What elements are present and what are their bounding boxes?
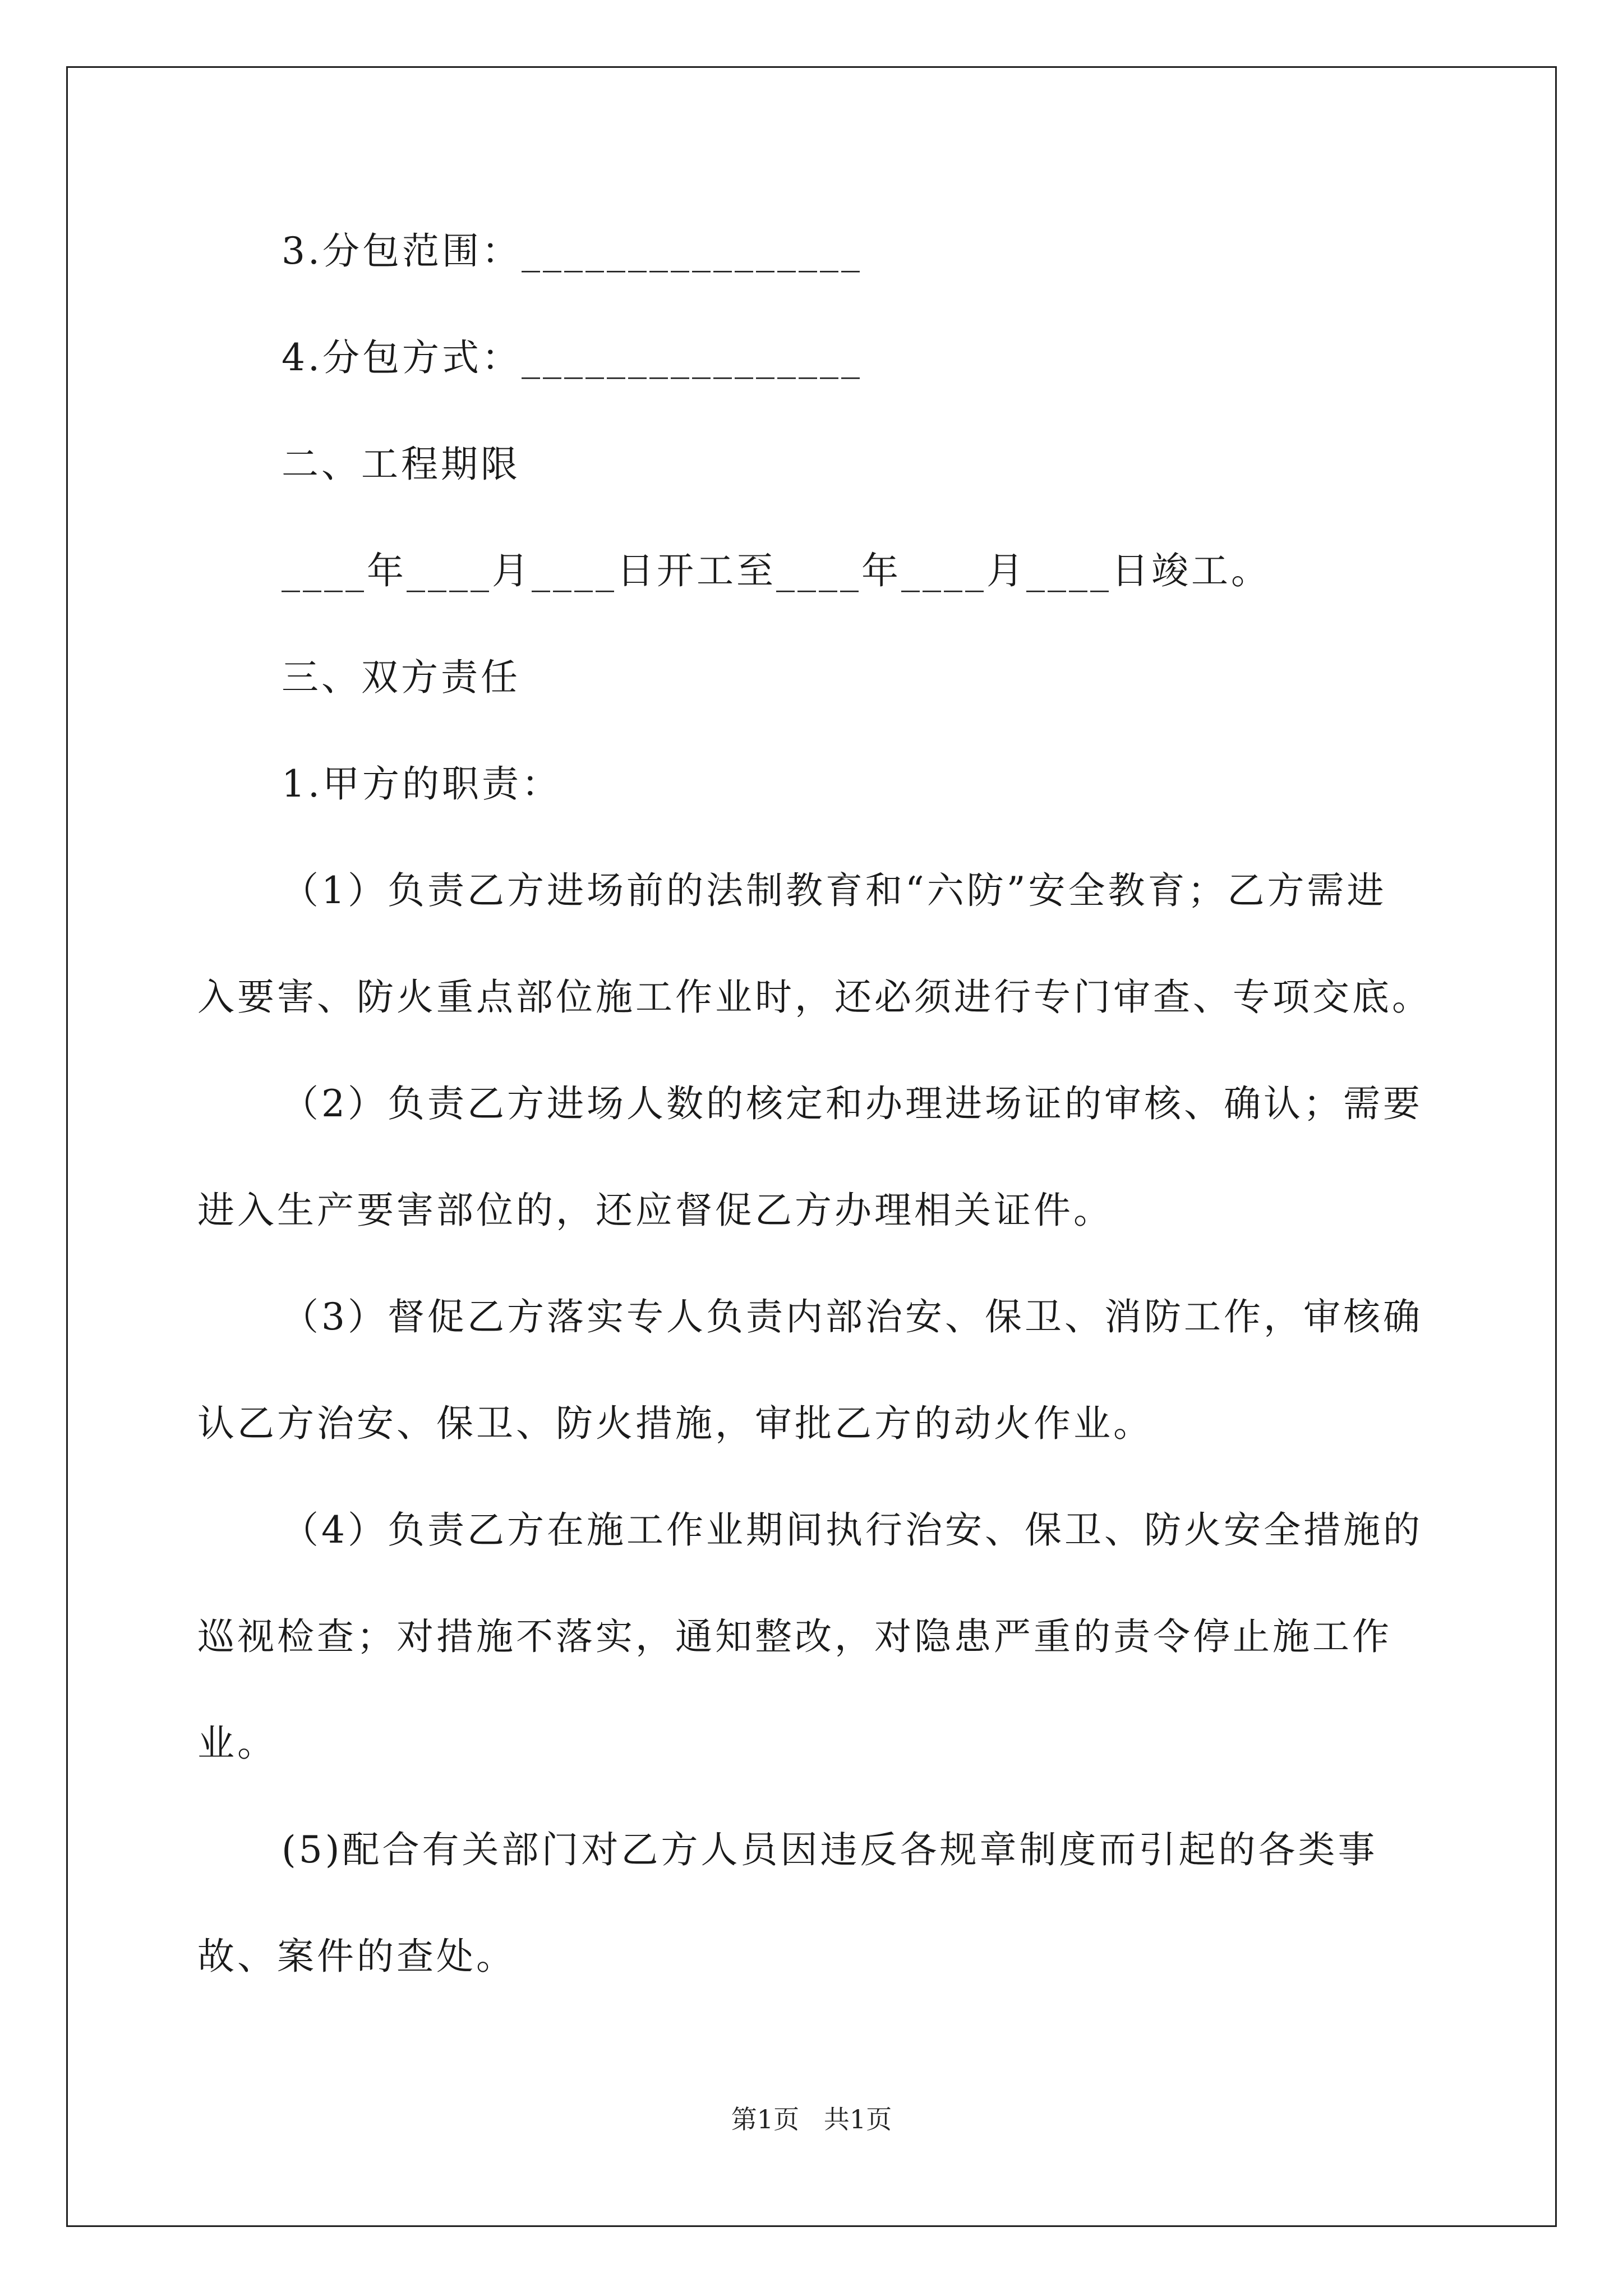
item-3-line-2: 认乙方治安、保卫、防火措施，审批乙方的动火作业。 xyxy=(197,1402,1153,1445)
item-4-line-1: （4）负责乙方在施工作业期间执行治安、保卫、防火安全措施的 xyxy=(282,1508,1423,1552)
page-footer: 第1页 共1页 xyxy=(731,2104,892,2134)
item-2-line-1: （2）负责乙方进场人数的核定和办理进场证的审核、确认；需要 xyxy=(282,1082,1423,1125)
duration-line: ____年____月____日开工至____年____月____日竣工。 xyxy=(282,549,1271,592)
item-1-line-2: 入要害、防火重点部位施工作业时，还必须进行专门审查、专项交底。 xyxy=(197,976,1432,1019)
clause-scope: 3.分包范围：________________ xyxy=(282,229,863,273)
item-4-line-3: 业。 xyxy=(197,1722,277,1765)
item-4-line-2: 巡视检查；对措施不落实，通知整改，对隐患严重的责令停止施工作 xyxy=(197,1615,1392,1658)
page-border xyxy=(66,66,1557,2227)
item-5-line-1: (5)配合有关部门对乙方人员因违反各规章制度而引起的各类事 xyxy=(282,1828,1378,1871)
section-heading-duration: 二、工程期限 xyxy=(282,443,520,486)
item-1-line-1: （1）负责乙方进场前的法制教育和“六防”安全教育；乙方需进 xyxy=(282,869,1387,912)
clause-method: 4.分包方式：________________ xyxy=(282,336,863,379)
section-heading-responsibilities: 三、双方责任 xyxy=(282,656,520,699)
item-2-line-2: 进入生产要害部位的，还应督促乙方办理相关证件。 xyxy=(197,1189,1113,1232)
item-3-line-1: （3）督促乙方落实专人负责内部治安、保卫、消防工作，审核确 xyxy=(282,1295,1423,1338)
item-5-line-2: 故、案件的查处。 xyxy=(197,1935,516,1978)
subheading-party-a: 1.甲方的职责： xyxy=(282,762,561,806)
